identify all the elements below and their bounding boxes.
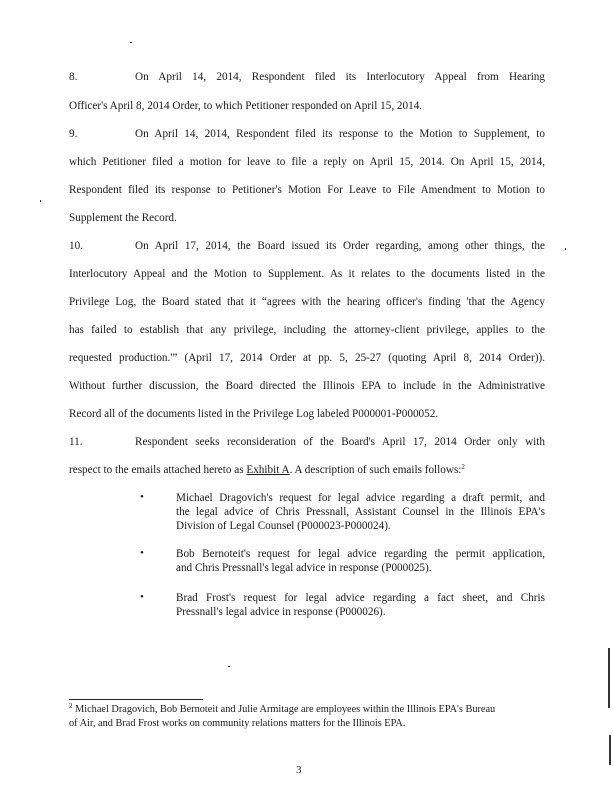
- scan-speck: [40, 200, 41, 202]
- paragraph-number: 11.: [69, 436, 83, 448]
- footnote-reference: 2: [461, 463, 465, 471]
- paragraph-number: 9.: [69, 128, 78, 140]
- paragraph-10-line-4: has failed to establish that any privilege, including the attorney-client privilege, applies to the: [69, 324, 545, 336]
- bullet-3-line-2: Pressnall's legal advice in response (P000026).: [176, 606, 386, 618]
- paragraph-10-line-2: Interlocutory Appeal and the Motion to Supplement. As it relates to the documents listed in the: [69, 268, 545, 280]
- paragraph-10-line-3: Privilege Log, the Board stated that it “agrees with the hearing officer's finding 'that the Agency: [69, 296, 545, 308]
- footnote-marker: 2: [69, 702, 73, 710]
- bullet-marker: •: [140, 591, 144, 603]
- paragraph-11-line-1: 11. Respondent seeks reconsideration of the Board's April 17, 2014 Order only with: [69, 436, 545, 448]
- paragraph-9-line-1: 9. On April 14, 2014, Respondent filed its response to the Motion to Supplement, to: [69, 128, 545, 140]
- paragraph-number: 10.: [69, 240, 83, 252]
- paragraph-10-line-7: Record all of the documents listed in the Privilege Log labeled P000001-P000052.: [69, 408, 439, 420]
- bullet-2-line-2: and Chris Pressnall's legal advice in response (P000025).: [176, 562, 432, 574]
- bullet-1-line-2: the legal advice of Chris Pressnall, Assistant Counsel in the Illinois EPA's: [176, 506, 545, 518]
- footnote-line-2: of Air, and Brad Frost works on community relations matters for the Illinois EPA.: [69, 718, 406, 729]
- bullet-marker: •: [140, 491, 144, 503]
- paragraph-9-line-3: Respondent filed its response to Petitioner's Motion For Leave to File Amendment to Motion to: [69, 184, 545, 196]
- footnote-line-1: $^2$ Michael Dragovich, Bob Bernoteit and Julie Armitage are employees within the Illinois EPA's Bureau: [69, 702, 496, 715]
- scan-speck: [565, 248, 566, 250]
- paragraph-10-line-6: Without further discussion, the Board directed the Illinois EPA to include in the Administrative: [69, 380, 545, 392]
- scan-speck: [130, 42, 132, 43]
- scan-edge-mark: [608, 648, 610, 708]
- bullet-2-line-1: Bob Bernoteit's request for legal advice regarding the permit application,: [176, 548, 545, 560]
- paragraph-11-line-2: respect to the emails attached hereto as Exhibit A. A description of such emails follows:$^2$: [69, 463, 465, 476]
- paragraph-8-line-2: Officer's April 8, 2014 Order, to which Petitioner responded on April 15, 2014.: [69, 100, 423, 112]
- paragraph-number: 8.: [69, 71, 78, 83]
- bullet-1-line-1: Michael Dragovich's request for legal advice regarding a draft permit, and: [176, 492, 545, 504]
- paragraph-10-line-5: requested production.'” (April 17, 2014 Order at pp. 5, 25-27 (quoting April 8, 2014 Order)).: [69, 352, 545, 364]
- footnote-separator: [69, 699, 203, 700]
- paragraph-8-line-1: 8. On April 14, 2014, Respondent filed its Interlocutory Appeal from Hearing: [69, 71, 545, 83]
- scan-speck: [228, 666, 230, 667]
- bullet-3-line-1: Brad Frost's request for legal advice regarding a fact sheet, and Chris: [176, 592, 545, 604]
- bullet-1-line-3: Division of Legal Counsel (P000023-P000024).: [176, 520, 391, 532]
- paragraph-9-line-2: which Petitioner filed a motion for leave to file a reply on April 15, 2014. On April 15, 2014,: [69, 156, 545, 168]
- exhibit-a-reference: Exhibit A: [246, 464, 290, 476]
- paragraph-10-line-1: 10. On April 17, 2014, the Board issued its Order regarding, among other things, the: [69, 240, 545, 252]
- bullet-marker: •: [140, 547, 144, 559]
- paragraph-9-line-4: Supplement the Record.: [69, 212, 177, 224]
- page-number: 3: [296, 764, 302, 776]
- scan-edge-mark: [609, 735, 611, 765]
